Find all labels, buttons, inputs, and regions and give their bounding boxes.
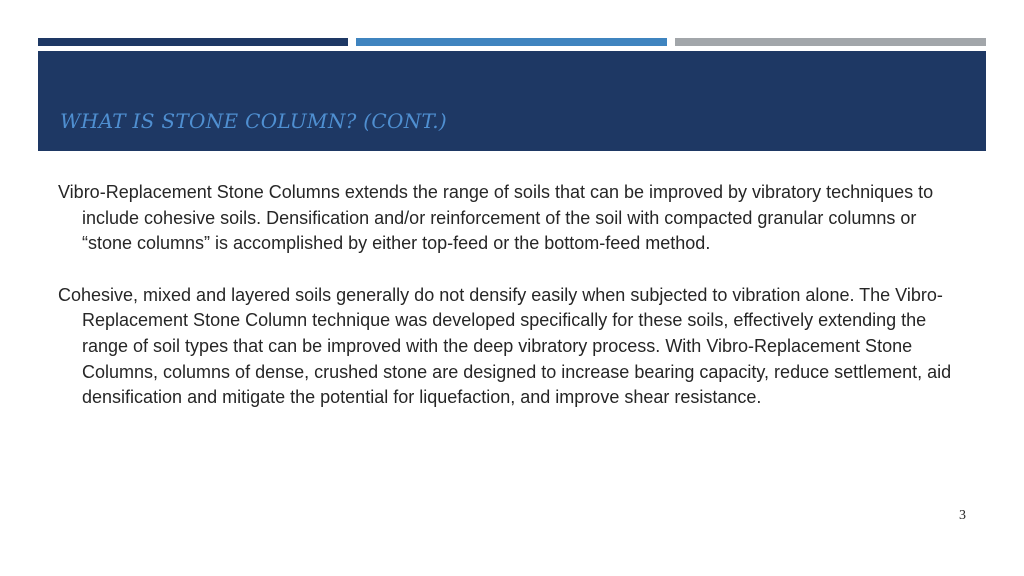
title-band xyxy=(38,51,986,151)
accent-bar-dark xyxy=(38,38,348,46)
slide-title: WHAT IS STONE COLUMN? (CONT.) xyxy=(60,109,447,133)
body-paragraph-2: Cohesive, mixed and layered soils generally do not densify easily when subjected to vibration alone. The Vibro-Replacement Stone Column technique was developed specifically for these soils, effectively extending the range of soil types that can be improved with the deep vibratory process. With Vibro-Replacement Stone Columns, columns of dense, crushed stone are designed to increase bearing capacity, reduce settlement, aid densification and mitigate the potential for liquefaction, and improve shear resistance. xyxy=(58,284,952,408)
slide-body xyxy=(58,180,960,411)
accent-bar-blue xyxy=(356,38,667,46)
slide-number: 3 xyxy=(959,508,966,523)
accent-bar-gray xyxy=(675,38,986,46)
body-paragraph-1: Vibro-Replacement Stone Columns extends the range of soils that can be improved by vibratory techniques to include cohesive soils. Densification and/or reinforcement of the soil with compacted granular columns or “stone columns” is accomplished by either top-feed or the bottom-feed method. xyxy=(58,182,934,254)
